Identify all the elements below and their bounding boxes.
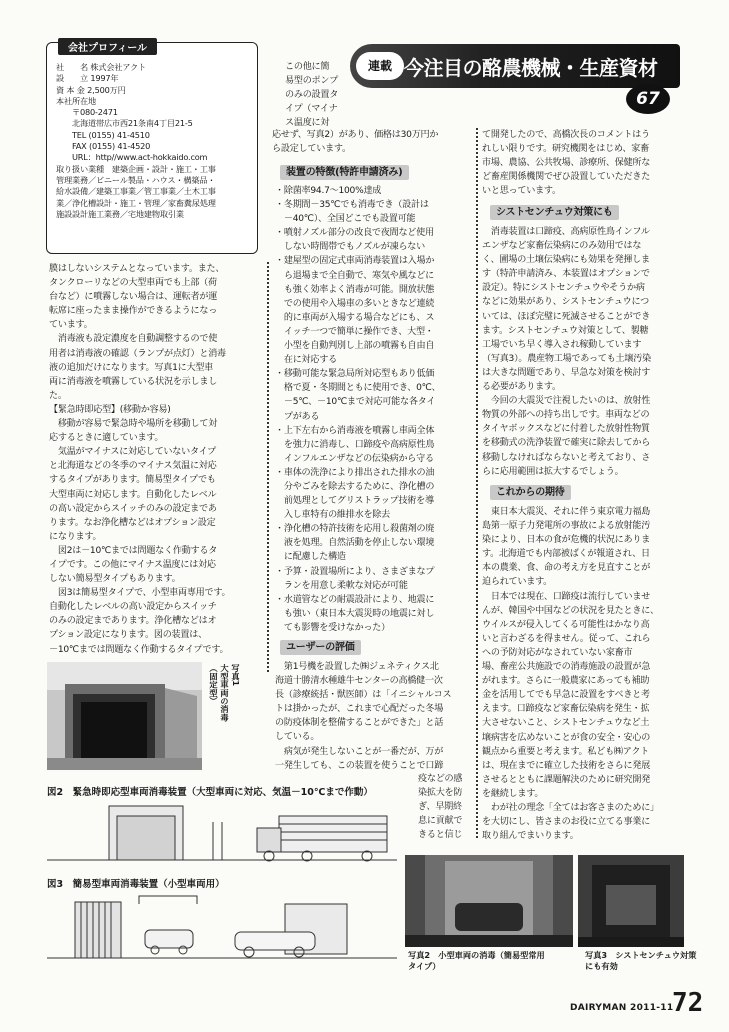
photo-1-caption — [208, 664, 241, 721]
figure-3-caption: 図3 簡易型車両消毒装置（小型車両用） — [47, 879, 225, 890]
photo-3-cyst-nematode-countermeasure — [578, 855, 684, 947]
section-heading-expectations: これからの期待 — [490, 485, 571, 500]
text-line: ぎ、早期終 — [418, 802, 462, 813]
text-line: 液を処理。自然活動を停止しない環境 — [275, 538, 435, 549]
text-line: 場、畜産公共施設での消毒施設の設置が急 — [482, 662, 651, 673]
text-line: するタイプがあります。簡易型タイプでも — [49, 475, 216, 486]
text-line: プション設定になります。図の装置は、 — [49, 630, 207, 641]
text-line: FAX (0155) 41-4520 — [56, 141, 151, 152]
text-line: ランを用意し柔軟な対応が可能 — [275, 580, 408, 591]
text-line: 疫などの感 — [418, 774, 463, 784]
text-line: 的に車両が入場する場合などにも、ス — [275, 312, 435, 323]
text-line: も強く効率よく消毒が可能。開放状態 — [275, 284, 435, 295]
text-line: 資 本 金 2,500万円 — [56, 84, 126, 95]
text-line: ・車体の洗浄により排出された排水の油 — [275, 467, 435, 478]
series-badge: 連載 — [356, 52, 404, 80]
text-line: 物質の外部への持ち出しです。車両などの — [482, 410, 650, 421]
text-line: エンザなど家畜伝染病にのみ効用ではな — [482, 241, 642, 252]
user-review-text-cont — [418, 772, 474, 842]
text-line: になります。 — [49, 531, 102, 542]
text-line: インフルエンザなどの伝染病から守る — [275, 453, 434, 464]
text-line: の防疫体制を整備することができた」と話 — [275, 718, 444, 729]
text-line: 島第一原子力発電所の事故による放射能汚 — [482, 521, 651, 532]
text-line: 膜はしないシステムとなっています。また、 — [49, 264, 225, 274]
text-line: への予防対応がなされていない家畜市 — [482, 647, 633, 658]
text-line: トは掛かったが、これまで心配だった冬場 — [275, 704, 444, 715]
text-line: イプ（マイナ — [285, 104, 338, 115]
figure-2-caption: 図2 緊急時即応型車両消毒装置（大型車両に対応、気温－10℃まで作動） — [47, 787, 373, 798]
figure-3-drawing — [47, 894, 397, 960]
text-line: 施設設計施工業務／宅地建物取引業 — [56, 208, 184, 219]
photo-1-large-vehicle-disinfection — [47, 662, 202, 770]
caption-line: 大型車両の消毒 — [220, 664, 230, 722]
cyst-nematode-text — [482, 225, 684, 479]
text-line: ・浄化槽の特許技術を応用し殺菌剤の廃 — [275, 524, 435, 535]
text-line: ウイルスが侵入してくる可能性はかなり高 — [482, 619, 650, 630]
text-line: 一発生しても、この装置を使うことで口蹄 — [275, 760, 444, 771]
text-line: と北海道などの冬季のマイナス気温に対応 — [49, 461, 217, 472]
text-line: いては、ほぼ完璧に死滅させることができ — [482, 311, 651, 322]
text-line: 〒080-2471 — [56, 107, 118, 118]
text-line: 給水設備／建築工事業／管工事業／土木工事 — [56, 186, 216, 197]
text-line: いと言わざるを得ません。従って、これら — [482, 633, 651, 644]
text-line: 観点から重要と考えます。私ども㈱アクト — [482, 746, 650, 757]
magazine-issue: DAIRYMAN 2011-11 — [570, 1003, 674, 1013]
text-line: 写真3 シストセンチュウ対策 — [585, 950, 697, 960]
text-line: プがある — [275, 411, 320, 422]
text-line: ています。 — [49, 320, 93, 331]
text-line: 本社所在地 — [56, 95, 96, 106]
text-line: での使用や入場車の多いときなど連続 — [275, 298, 435, 309]
text-line: は大きな問題であり、早急な対策を検討す — [482, 367, 651, 378]
text-line: 日本では現在、口蹄疫は流行していませ — [482, 591, 651, 602]
text-line: 壌病害を広めないことが食の安全・安心の — [482, 732, 651, 743]
text-line: に配慮した構造 — [275, 552, 346, 563]
figure-2-drawing — [47, 802, 397, 862]
text-line: 取り扱い業種 建築企画・設計・施工・工事 — [56, 163, 216, 174]
text-line: ・上下左右から消毒液を噴霧し車両全体 — [275, 425, 435, 436]
text-line: ても影響を受けなかった） — [275, 622, 390, 633]
text-line: 易型のポンプ — [285, 76, 339, 87]
text-line: 海道十勝清水種雄牛センターの高橋健一次 — [275, 676, 443, 687]
text-line: ・水道管などの耐震設計により、地震に — [275, 594, 435, 605]
text-line: 染拡大を防 — [418, 788, 463, 799]
user-review-text — [275, 660, 473, 773]
text-line: 前処理としてグリストラップ技術を導 — [275, 496, 434, 507]
text-line: も強い（東日本大震災時の地震に対し — [275, 608, 435, 619]
text-line: タイヤボックスなどに付着した放射性物質 — [482, 424, 650, 435]
text-line: TEL (0155) 41-4510 — [56, 129, 150, 140]
text-line: 第1号機を設置した㈱ジェネティクス北 — [275, 662, 439, 672]
text-line: 用者は消毒液の確認（ランプが点灯）と消毒 — [49, 348, 226, 359]
text-line: を移動式の洗浄装置で確実に除去してから — [482, 438, 651, 449]
text-line: ら退場まで全自動で、寒気や風などに — [275, 270, 435, 281]
column-divider — [476, 128, 478, 838]
company-profile-label: 会社プロフィール — [58, 38, 157, 55]
text-line: す（特許申請済み、本装置はオプションで — [482, 269, 650, 280]
column-1-text — [49, 262, 263, 657]
text-line: この他に簡 — [285, 62, 330, 72]
expectations-text — [482, 505, 684, 843]
text-line: 工場でいち早く導入され稼動しています — [482, 339, 642, 350]
text-line: いと思っています。 — [482, 186, 561, 197]
text-line: している。 — [275, 732, 320, 743]
text-line: て開発したので、高橋次長のコメントはう — [482, 130, 650, 140]
section-heading-features: 装置の特徴(特許申請済み) — [280, 165, 409, 180]
text-line: 設定）。特にシストセンチュウやそうか病 — [482, 283, 645, 294]
text-line: 分やごみを除去するために、浄化槽の — [275, 481, 435, 492]
text-line: 長（診療統括・獣医師）は「イニシャルコス — [275, 690, 452, 701]
text-line: 設 立 1997年 — [56, 73, 119, 84]
text-line: 移動が容易で緊急時や場所を移動して対 — [49, 419, 218, 430]
text-line: 図2は－10℃までは問題なく作動するタ — [49, 545, 218, 556]
text-line: れしい限りです。研究機関をはじめ、家畜 — [482, 144, 649, 155]
text-line: は、現在までに確立した技術をさらに発展 — [482, 760, 651, 771]
text-line: きると信じ — [418, 830, 463, 841]
text-line: 液の追加だけになります。写真1に大型車 — [49, 362, 213, 373]
text-line: ・除菌率94.7～100%達成 — [275, 186, 382, 196]
text-line: 消毒装置は口蹄疫、高病原性鳥インフル — [482, 227, 650, 237]
text-line: がれます。さらに一般農家にあっても補助 — [482, 676, 650, 687]
features-list — [275, 184, 473, 635]
text-line: ・噴射ノズル部分の改良で夜間など使用 — [275, 228, 434, 239]
text-line: 気温がマイナスに対応していないタイプ — [49, 447, 217, 458]
section-heading-user-review: ユーザーの評価 — [280, 640, 361, 655]
text-line: 取り組んでまいります。 — [482, 831, 579, 842]
text-line: ・建屋型の固定式車両消毒装置は入場か — [275, 256, 435, 267]
column-divider — [267, 262, 269, 672]
text-line: 応するときに適しています。 — [49, 433, 164, 444]
text-line: く、圃場の土壌伝染病にも効果を発揮しま — [482, 255, 650, 266]
text-line: 業／浄化槽設計・施工・管理／家畜糞尿処理 — [56, 197, 216, 208]
text-line: －5℃、－10℃まで対応可能な各タイ — [275, 397, 436, 408]
text-line: ・予算・設置場所により、さまざまなプ — [275, 566, 435, 577]
text-line: －10℃までは問題なく作動するタイプです。 — [49, 644, 229, 655]
text-line: 金を活用してでも早急に設置をすべきと考 — [482, 690, 650, 701]
text-line: にも有効 — [585, 961, 618, 971]
text-line: ど畜産関係機関でぜひ設置していただきた — [482, 172, 651, 183]
text-line: す。北海道でも内部被ばくが報道され、日 — [482, 549, 650, 560]
photo-2-caption — [408, 950, 545, 972]
text-line: 消毒液も設定濃度を自動調整するので使 — [49, 334, 218, 345]
text-line: －40℃）、全国どこでも設置可能 — [275, 214, 416, 225]
text-line: を大切にし、皆さまのお役に立てる事業に — [482, 817, 651, 828]
section-heading-cyst-nematode: シストセンチュウ対策にも — [490, 205, 619, 220]
text-line: 大型車両に対応します。自動化したレベル — [49, 489, 217, 500]
text-line: 小型を自動判別し上部の噴霧も自由自 — [275, 341, 435, 352]
text-line: 在に対応する — [275, 355, 337, 366]
text-line: などに効果があり、シストセンチュウにつ — [482, 297, 650, 308]
text-line: を継続します。 — [482, 788, 544, 799]
text-line: 転席に座ったまま操作ができるようになっ — [49, 306, 218, 317]
series-number: 67 — [626, 84, 670, 114]
text-line: 東日本大震災、それに伴う東京電力福島 — [482, 507, 651, 517]
text-line: 社 名 株式会社アクト — [56, 62, 147, 72]
text-line: 【緊急時即応型】(移動か容易) — [49, 404, 171, 415]
text-line: わが社の理念「全てはお客さまのために」 — [482, 802, 659, 813]
text-line: イッチ一つで簡単に操作でき、大型・ — [275, 326, 434, 337]
text-line: 入し車特有の維排水を除去 — [275, 510, 390, 521]
text-line: 病気が発生しないことが一番だが、万が — [275, 746, 444, 757]
text-line: 迫られています。 — [482, 577, 553, 588]
text-line: URL：http//www.act-hokkaido.com — [56, 152, 208, 163]
page-number: 72 — [672, 988, 704, 1018]
text-line: 写真2 小型車両の消毒（簡易型常用 — [408, 950, 545, 960]
text-line: ・移動可能な緊急局所対応型もあり低価 — [275, 369, 435, 380]
text-line: る必要があります。 — [482, 382, 561, 393]
column-2-intro — [285, 60, 347, 130]
text-line: 自動化したレベルの高い設定からスイッチ — [49, 602, 217, 613]
caption-line: 写真1 — [231, 664, 241, 687]
text-line: タンクローリなどの大型車両でも上部（荷 — [49, 278, 217, 289]
text-line: ります。なお浄化槽などはオプション設定 — [49, 517, 216, 528]
series-title: 今注目の酪農機械・生産資材 — [404, 56, 658, 80]
text-line: えます。口蹄疫など家畜伝染病を発生・拡 — [482, 704, 650, 715]
text-line: 両に消毒液を噴霧している状況を示しまし — [49, 376, 218, 387]
text-line: 市場、農協、公共牧場、診療所、保健所な — [482, 158, 651, 169]
text-line: らに応用範囲は拡大するでしょう。 — [482, 466, 624, 477]
text-line: しない時間帯でもノズルが凍らない — [275, 242, 425, 253]
photo-3-caption — [585, 950, 696, 972]
text-line: 大させないこと、シストセンチュウなど土 — [482, 718, 650, 729]
text-line: ら設定しています。 — [272, 144, 351, 155]
text-line: を強力に消毒し、口蹄疫や高病原性鳥 — [275, 439, 435, 450]
text-line: 台など）に噴霧しない場合は、運転者が運 — [49, 292, 218, 303]
caption-line: （固定型） — [209, 664, 219, 705]
text-line: 北海道帯広市西21条南4丁目21-5 — [56, 118, 193, 129]
text-line: 移動しなければならないと考えており、さ — [482, 452, 651, 463]
text-line: 染により、日本の食が危機的状況にありま — [482, 535, 651, 546]
text-line: ・冬期間－35℃でも消毒でき（設計は — [275, 200, 429, 211]
company-profile-body — [56, 62, 216, 220]
column-2-intro-cont — [272, 128, 472, 156]
text-line: ス温度に対 — [285, 118, 330, 129]
text-line: のみの設定まであります。浄化槽などはオ — [49, 616, 217, 627]
text-line: （写真3）。農産物工場であっても土壌汚染 — [482, 353, 651, 364]
text-line: の高い設定からスイッチのみの設定まであ — [49, 503, 217, 514]
text-line: しない簡易型タイプもあります。 — [49, 574, 181, 585]
text-line: 格で夏・冬期間ともに使用でき、0℃、 — [275, 383, 441, 394]
text-line: 息に貢献で — [418, 816, 463, 827]
text-line: 図3は簡易型タイプで、小型車両専用です。 — [49, 588, 231, 599]
text-line: 今回の大震災で注視したいのは、放射性 — [482, 396, 651, 407]
text-line: た。 — [49, 390, 67, 401]
text-line: 応せず、写真2）があり、価格は30万円か — [272, 130, 439, 140]
text-line: させるとともに課題解決のために研究開発 — [482, 774, 651, 785]
text-line: 管理業務／ビニール製品・ハウス・構築品・ — [56, 174, 216, 185]
text-line: 本の農業、食、命の考え方を見直すことが — [482, 563, 651, 574]
column-3-intro — [482, 128, 684, 198]
text-line: のみの設置タ — [285, 90, 339, 101]
text-line: ます。シストセンチュウ対策として、製糖 — [482, 325, 649, 336]
text-line: イプです。この他にマイナス温度には対応 — [49, 559, 216, 570]
text-line: タイプ） — [408, 961, 441, 971]
photo-2-small-vehicle-disinfection — [405, 855, 573, 947]
text-line: んが、韓国や中国などの状況を見たときに、 — [482, 605, 659, 616]
